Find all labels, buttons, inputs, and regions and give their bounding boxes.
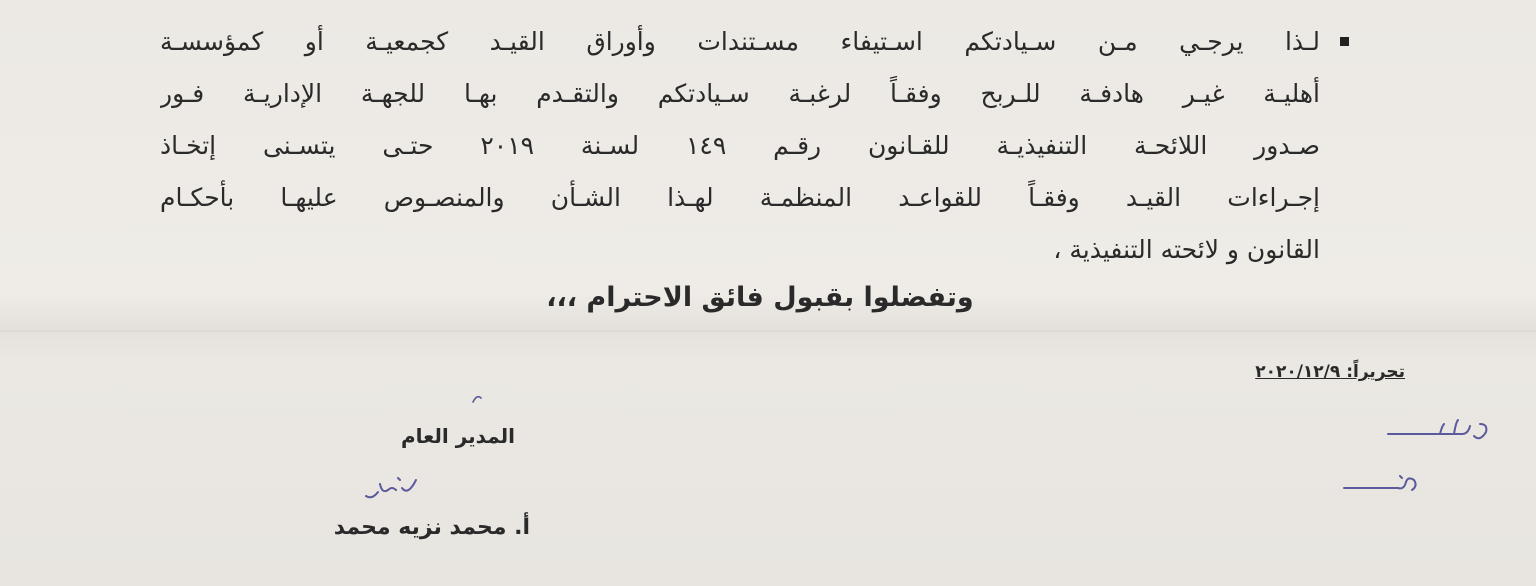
closing-salutation: وتفضلوا بقبول فائق الاحترام ،،،: [546, 282, 974, 313]
issue-date: تحريراً: ٢٠٢٠/١٢/٩: [1255, 362, 1405, 382]
body-line: لـذا يرجـي مـن سـيادتكم اسـتيفاء مسـتندات وأوراق القيـد كجمعيـة أو كمؤسسـة: [160, 27, 1320, 56]
handwritten-signature-icon: [362, 470, 422, 504]
paper-fold-line: [0, 330, 1536, 333]
bullet-square-icon: [1340, 37, 1349, 46]
body-line: أهليـة غيـر هادفـة للـربح وفقـاً لرغبـة سـيادتكم والتقـدم بهـا للجهـة الإداريـة فـور: [160, 79, 1320, 108]
body-line: صـدور اللائحـة التنفيذيـة للقـانون رقـم ١٤٩ لسـنة ٢٠١٩ حتـى يتسـنى إتخـاذ: [160, 131, 1320, 160]
body-line: القانون و لائحته التنفيذية ،: [1053, 235, 1320, 264]
signatory-title: المدير العام: [400, 424, 515, 448]
body-paragraph: [160, 16, 1320, 276]
handwritten-mark-icon: [470, 392, 484, 406]
body-line: إجـراءات القيـد وفقـاً للقواعـد المنظمـة لهـذا الشـأن والمنصـوص عليهـا بأحكـام: [160, 183, 1320, 212]
handwritten-note-icon: [1384, 412, 1492, 446]
signatory-name: أ. محمد نزيه محمد: [333, 515, 530, 540]
handwritten-note-icon: [1340, 466, 1424, 496]
